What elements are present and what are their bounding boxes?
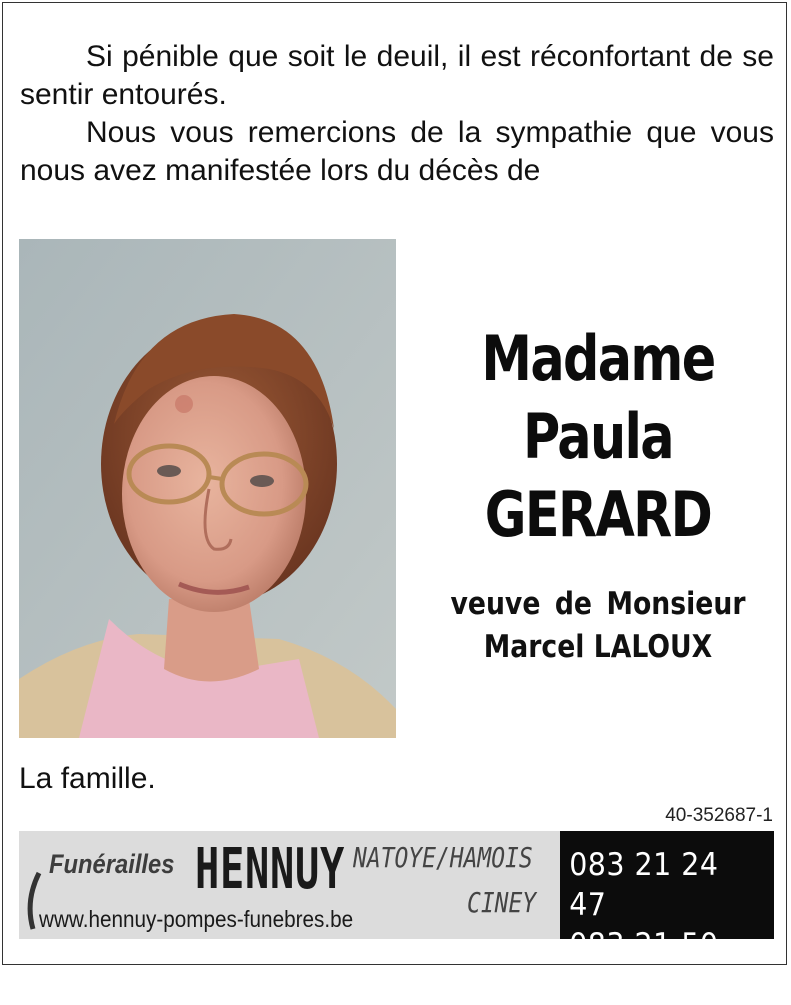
phone-number-2[interactable]: 083 21 50 50 xyxy=(569,927,719,1003)
intro-paragraph-1: Si pénible que soit le deuil, il est réconfortant de se sentir entourés. xyxy=(20,40,774,111)
intro-text xyxy=(20,38,774,190)
funeral-home-banner xyxy=(19,831,774,1003)
locations-line-1: NATOYE/HAMOIS xyxy=(353,841,533,874)
reference-number: 40-352687-1 xyxy=(665,805,773,826)
phone-box xyxy=(560,831,774,1003)
website-link[interactable]: www.hennuy-pompes-funebres.be xyxy=(39,906,354,932)
widow-line-2: Marcel LALOUX xyxy=(483,629,713,665)
portrait-photo xyxy=(19,239,396,738)
brand-logo: HENNUY xyxy=(195,837,345,902)
widow-line-1: veuve de Monsieur xyxy=(450,586,746,622)
locations-line-2: CINEY xyxy=(467,886,537,919)
deceased-last-name: GERARD xyxy=(484,478,712,551)
deceased-first-name: Paula xyxy=(523,400,673,473)
deceased-name xyxy=(405,320,791,554)
deceased-title: Madame xyxy=(481,322,715,395)
family-signature: La famille. xyxy=(19,762,156,795)
funerailles-label: Funérailles xyxy=(49,849,175,879)
intro-paragraph-2: Nous vous remercions de la sympathie que vous nous avez manifestée lors du décès de xyxy=(20,116,774,187)
phone-number-1[interactable]: 083 21 24 47 xyxy=(569,847,719,923)
widow-of xyxy=(432,583,764,669)
